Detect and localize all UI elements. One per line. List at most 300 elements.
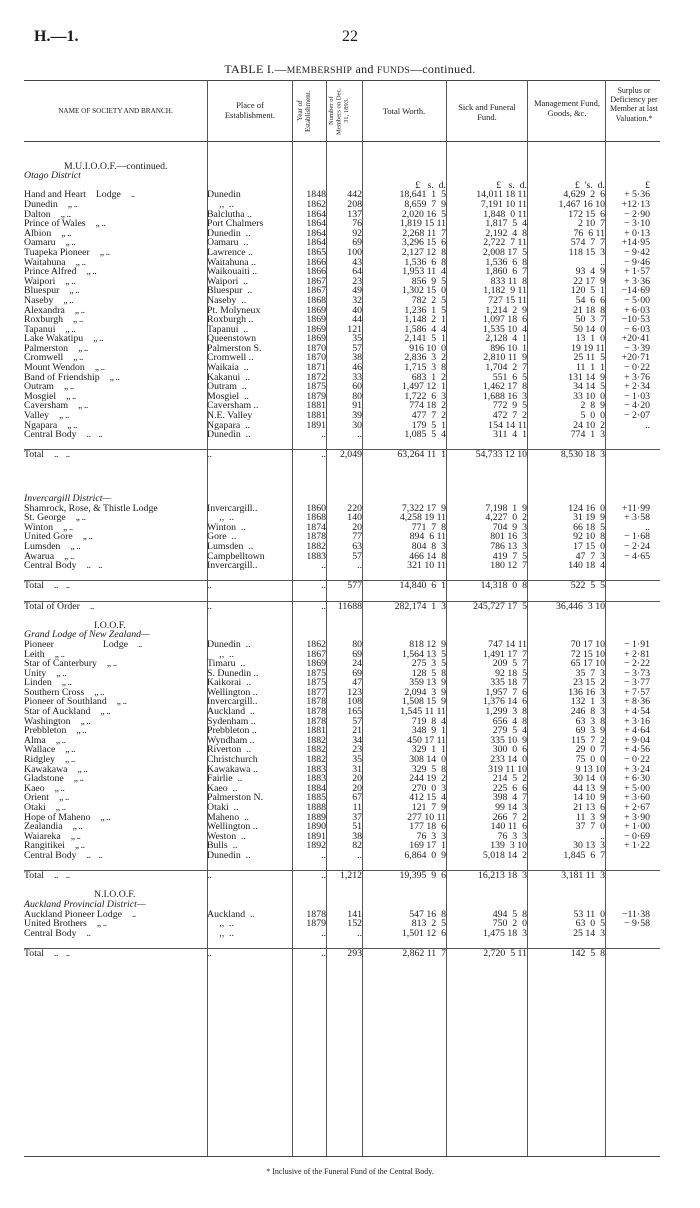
cell-worth — [362, 162, 446, 172]
cell-sick: 896 10 1 — [490, 342, 527, 354]
ditto-marks: ,, .. — [67, 419, 77, 431]
branch-name-text: Total — [24, 449, 44, 461]
branch-name-text: Gladstone — [24, 773, 64, 785]
cell-sick: 1,535 10 4 — [482, 323, 527, 335]
cell-worth: 1,536 6 8 — [404, 256, 446, 268]
table-row — [24, 248, 660, 258]
cell-year: 1869 — [306, 658, 326, 670]
cell-worth: 856 9 5 — [411, 275, 446, 287]
cell-mgmt: 70 17 10 — [570, 638, 605, 650]
cell-year: 1883 — [306, 550, 326, 562]
branch-name-text: Kaeo — [24, 782, 45, 794]
cell-year: 1882 — [306, 734, 326, 746]
cell-place: Prebbleton .. — [207, 725, 257, 737]
cell-members: 208 — [347, 198, 362, 210]
ditto-marks: ,, .. — [73, 773, 84, 785]
cell-mgmt: 50 14 0 — [573, 323, 605, 335]
ditto-marks: ,, .. — [74, 840, 85, 852]
ditto-marks: ,, .. — [59, 792, 69, 804]
cell-year: .. — [321, 927, 326, 939]
cell-sick: 214 5 2 — [492, 773, 527, 785]
cell-members: 141 — [347, 908, 362, 920]
branch-name-text: I.O.O.F. — [94, 619, 126, 631]
cell-year: 1879 — [306, 918, 326, 930]
header-bottom-rule — [24, 141, 660, 142]
cell-sick: 180 12 7 — [490, 560, 527, 572]
cell-place: Roxburgh .. — [207, 314, 254, 326]
table-title: TABLE I.—MEMBERSHIP and FUNDS—continued. — [224, 62, 476, 76]
branch-name-text: Waiareka — [24, 830, 61, 842]
cell-place: Cromwell .. — [207, 352, 254, 364]
cell-year: 1882 — [306, 754, 326, 766]
cell-sick: 1,848 0 11 — [483, 208, 527, 220]
cell-place: Dunedin .. — [207, 849, 251, 861]
ditto-marks: ,, .. — [78, 400, 88, 412]
cell-members: 121 — [347, 323, 362, 335]
branch-name-text: Central Body — [24, 429, 77, 441]
cell-surplus: + 0·13 — [624, 227, 650, 239]
branch-name-text: N.I.O.O.F. — [94, 889, 136, 901]
cell-members: 80 — [352, 390, 362, 402]
table-row — [24, 678, 660, 688]
cell-place: Tapanui .. — [207, 323, 249, 335]
cell-members: 32 — [352, 294, 362, 306]
sub-row — [24, 561, 660, 571]
table-row — [24, 822, 660, 832]
cell-mgmt: 47 7 3 — [575, 550, 605, 562]
table-row — [24, 765, 660, 775]
cell-mgmt: 120 5 1 — [570, 285, 605, 297]
cell-place: Lumsden .. — [207, 540, 254, 552]
cell-members: 67 — [352, 792, 362, 804]
table-row — [24, 325, 660, 335]
cell-surplus: + 2·34 — [624, 381, 650, 393]
branch-name — [24, 774, 207, 784]
ditto-marks: .. .. — [86, 429, 103, 441]
branch-name-text: Star of Canterbury — [24, 658, 97, 670]
cell-worth: 4,258 19 11 — [399, 512, 446, 524]
cell-sick: 801 16 3 — [490, 531, 527, 543]
cell-mgmt: 4,629 2 6 — [563, 189, 605, 201]
cell-place: .. — [207, 601, 292, 611]
cell-place: .. — [207, 871, 292, 881]
cell-place: Christchurch — [207, 754, 258, 766]
table-row — [24, 803, 660, 813]
cell-mgmt: 93 4 9 — [575, 266, 605, 278]
cell-year: 1868 — [306, 512, 326, 524]
branch-name-text: Auckland Pioneer Lodge — [24, 908, 122, 920]
cell-mgmt: 69 3 9 — [575, 725, 605, 737]
cell-members: 220 — [347, 502, 362, 514]
cell-members: 23 — [352, 744, 362, 756]
cell-members: 76 — [352, 218, 362, 230]
cell-mgmt: 1,467 16 10 — [558, 198, 605, 210]
branch-name-text: Central Body — [24, 849, 77, 861]
cell-place: Palmerston S. — [207, 342, 262, 354]
sub-row — [24, 929, 660, 939]
cell-place: ,, .. — [207, 198, 234, 210]
cell-mgmt: 17 15 0 — [573, 540, 605, 552]
cell-members: 69 — [352, 667, 362, 679]
cell-members: 30 — [352, 419, 362, 431]
cell-mgmt: 246 8 3 — [570, 706, 605, 718]
cell-surplus: − 3·10 — [624, 218, 650, 230]
cell-sick: 139 3 10 — [490, 840, 527, 852]
cell-worth: 782 2 5 — [411, 294, 446, 306]
cell-sick: 300 0 6 — [492, 744, 527, 756]
cell-sick: 833 11 8 — [490, 275, 527, 287]
cell-sick: 154 14 11 — [488, 419, 527, 431]
cell-sick: 7,191 10 11 — [480, 198, 527, 210]
ditto-marks: ,, .. — [70, 540, 81, 552]
ditto-marks: ,, .. — [55, 734, 66, 746]
cell-place: Dunedin .. — [207, 429, 251, 441]
cell-place — [207, 621, 292, 631]
spacer-row — [24, 571, 660, 581]
ditto-marks: .. — [86, 927, 91, 939]
cell-mgmt: 53 11 0 — [573, 908, 605, 920]
cell-mgmt: .. — [600, 830, 605, 842]
cell-mgmt: 21 13 6 — [573, 802, 605, 813]
cell-surplus: + 4·56 — [624, 744, 650, 756]
col-header-surplus: Surplus or Deficiency per Member at last Valuation.* — [610, 86, 658, 123]
branch-name-text: Winton — [24, 521, 53, 533]
cell-place: Auckland .. — [207, 908, 255, 920]
col-header-place: Place of Establishment. — [224, 100, 276, 120]
cell-place: .. — [207, 948, 292, 958]
table-row — [24, 736, 660, 746]
cell-year — [292, 171, 326, 181]
table-row — [24, 267, 660, 277]
cell-worth: 121 7 9 — [411, 802, 446, 813]
cell-surplus: + 2·67 — [624, 802, 650, 813]
cell-worth: 1,715 3 8 — [404, 362, 446, 374]
cell-worth: 128 5 8 — [411, 667, 446, 679]
cell-year: 1871 — [306, 362, 326, 374]
cell-sick: 1,299 3 8 — [485, 706, 527, 718]
cell-mgmt: 13 1 0 — [575, 333, 605, 345]
cell-sick: 2,128 4 1 — [485, 333, 527, 345]
cell-year: 1890 — [306, 821, 326, 833]
cell-worth: 547 16 8 — [409, 908, 446, 920]
cell-mgmt: 172 15 6 — [568, 208, 605, 220]
ditto-marks: ,, .. — [65, 323, 76, 335]
branch-name-text: Invercargill District— — [24, 493, 112, 504]
branch-name-text: Lumsden — [24, 540, 61, 552]
cell-surplus: + 6·03 — [624, 304, 650, 316]
cell-members: 43 — [352, 256, 362, 268]
cell-place: ,, .. — [207, 918, 234, 930]
cell-sick: 1,860 6 7 — [485, 266, 527, 278]
cell-mgmt: 25 11 5 — [573, 352, 605, 364]
cell-members — [326, 171, 362, 181]
cell-mgmt: 522 5 5 — [527, 581, 605, 591]
cell-mgmt: 1,845 6 7 — [563, 849, 605, 861]
cell-sick: 266 7 2 — [492, 811, 527, 823]
cell-worth: 275 3 5 — [411, 658, 446, 670]
cell-sick: 225 6 6 — [492, 782, 527, 794]
branch-name-text: Prince of Wales — [24, 218, 86, 230]
cell-mgmt: 142 5 8 — [527, 948, 605, 958]
cell-place: Campbelltown — [207, 550, 265, 562]
cell-sick: 16,213 18 3 — [446, 871, 527, 881]
cell-members: 140 — [347, 512, 362, 524]
cell-members: 33 — [352, 371, 362, 383]
cell-worth: 450 17 11 — [407, 734, 446, 746]
cell-surplus: − 6·03 — [624, 323, 650, 335]
branch-name-text: Roxburgh — [24, 314, 64, 326]
cell-members: 46 — [352, 362, 362, 374]
branch-name-text: Leith — [24, 648, 45, 660]
cell-sick: 1,376 14 6 — [482, 696, 527, 708]
ditto-marks: ,, .. — [86, 266, 97, 278]
table-row — [24, 258, 660, 268]
tot-row — [24, 871, 660, 881]
cell-year: 1867 — [306, 275, 326, 287]
ditto-marks: .. .. — [54, 580, 70, 592]
cell-members — [326, 162, 362, 172]
cell-members: 2,049 — [326, 450, 362, 460]
cell-year: .. — [292, 601, 326, 611]
cell-members: 38 — [352, 830, 362, 842]
cell-members: 442 — [347, 189, 362, 201]
cell-place: S. Dunedin .. — [207, 667, 259, 679]
cell-place: ,, .. — [207, 927, 234, 939]
cell-mgmt: £ 's. d. — [574, 179, 605, 191]
cell-mgmt: 76 6 11 — [573, 227, 605, 239]
cell-surplus: +20·41 — [621, 333, 650, 345]
table-row — [24, 793, 660, 803]
cell-sick: 319 11 10 — [488, 763, 527, 775]
cell-sick: 1,817 5 4 — [485, 218, 527, 230]
cell-year: 1875 — [306, 381, 326, 393]
cell-sick: 54,733 12 10 — [446, 450, 527, 460]
cell-surplus: + 8·36 — [624, 696, 650, 708]
cell-mgmt: 131 14 9 — [568, 371, 605, 383]
cell-worth: 169 17 1 — [409, 840, 446, 852]
cell-members: 31 — [352, 763, 362, 775]
cell-members: 69 — [352, 237, 362, 249]
cell-worth: 1,501 12 6 — [401, 927, 446, 939]
cell-surplus: − 9·58 — [624, 918, 650, 930]
cell-members: .. — [357, 849, 362, 861]
cell-members: 152 — [347, 918, 362, 930]
cell-worth: 466 14 8 — [409, 550, 446, 562]
cell-worth: 813 2 5 — [411, 918, 446, 930]
cell-sick: 2,192 4 8 — [485, 227, 527, 239]
cell-mgmt — [527, 162, 605, 172]
cell-members: 11 — [352, 802, 362, 813]
ditto-marks: ,, .. — [74, 304, 85, 316]
cell-surplus: + 5·36 — [624, 189, 650, 201]
cell-year: 1869 — [306, 323, 326, 335]
ditto-marks: ,, .. — [55, 802, 66, 813]
ditto-marks: ,, .. — [77, 763, 88, 775]
branch-name-text: St. George — [24, 512, 66, 524]
cell-sick: 209 5 7 — [492, 658, 527, 670]
cell-members: 57 — [352, 550, 362, 562]
table-row — [24, 286, 660, 296]
cell-worth — [362, 621, 446, 631]
table-row — [24, 353, 660, 363]
cell-place: Naseby .. — [207, 294, 247, 306]
cell-members: 60 — [352, 381, 362, 393]
cell-sick: 99 14 3 — [495, 802, 527, 813]
cell-worth: 1,148 2 1 — [404, 314, 446, 326]
cell-mgmt: 63 0 5 — [575, 918, 605, 930]
cell-members: 34 — [352, 734, 362, 746]
cell-year: .. — [292, 948, 326, 958]
branch-name-text: Ridgley — [24, 754, 56, 766]
cell-year: 1877 — [306, 686, 326, 698]
cell-surplus — [605, 561, 660, 571]
branch-name-text: Awarua — [24, 550, 55, 562]
cell-place: Waikouaiti .. — [207, 266, 258, 278]
cell-members: 108 — [347, 696, 362, 708]
cell-sick: 14,011 18 11 — [476, 189, 527, 201]
ditto-marks: ,, .. — [80, 715, 91, 727]
cell-surplus: + 9·04 — [624, 734, 650, 746]
cell-surplus: +12·13 — [621, 198, 650, 210]
cell-sick — [446, 621, 527, 631]
cell-sick: 5,018 14 2 — [482, 849, 527, 861]
cell-place: Fairlie .. — [207, 773, 243, 785]
cell-surplus: + 3·16 — [624, 715, 650, 727]
cell-surplus: − 1·91 — [624, 638, 650, 650]
cell-sick: 76 3 3 — [497, 830, 527, 842]
table-row — [24, 717, 660, 727]
cell-mgmt: 66 18 5 — [573, 521, 605, 533]
cell-worth: 14,840 6 1 — [362, 581, 446, 591]
cell-surplus — [605, 851, 660, 861]
cell-surplus: − 9·46 — [624, 256, 650, 268]
branch-name-text: M.U.I.O.O.F.—continued. — [64, 160, 168, 172]
cell-sick: 7,198 1 9 — [485, 502, 527, 514]
branch-name-text: Washington — [24, 715, 71, 727]
ditto-marks: .. .. — [54, 449, 70, 461]
cell-members: 293 — [326, 948, 362, 958]
cell-surplus: +11·99 — [621, 502, 650, 514]
cell-mgmt: 36,446 3 10 — [527, 601, 605, 611]
branch-name-text: Naseby — [24, 294, 54, 306]
cell-mgmt: 136 16 3 — [568, 686, 605, 698]
table-row — [24, 200, 660, 210]
cell-surplus: + 3·24 — [624, 763, 650, 775]
cell-worth: 2,268 11 7 — [402, 227, 446, 239]
cell-sick: 2,810 11 9 — [483, 352, 527, 364]
cell-worth: 1,236 1 5 — [404, 304, 446, 316]
cell-worth: 1,508 15 9 — [401, 696, 446, 708]
branch-name — [24, 219, 207, 229]
branch-name-text: Valley — [24, 410, 50, 422]
cell-members — [326, 890, 362, 900]
cell-place: Wellington .. — [207, 821, 258, 833]
cell-year: 1883 — [306, 763, 326, 775]
table-row — [24, 373, 660, 383]
branch-name-text: Alma — [24, 734, 46, 746]
cell-worth: 916 10 0 — [409, 342, 446, 354]
cell-members: 24 — [352, 658, 362, 670]
cell-members: 100 — [347, 246, 362, 258]
spacer-row — [24, 591, 660, 601]
table-row — [24, 421, 660, 431]
ditto-marks: ,, .. — [94, 362, 105, 374]
ditto-marks: ,, .. — [65, 744, 76, 756]
branch-name — [24, 171, 207, 181]
cell-members: .. — [357, 560, 362, 572]
cell-worth: 1,545 11 11 — [400, 706, 446, 718]
cell-surplus: − 2·24 — [624, 540, 650, 552]
cell-worth: 774 18 2 — [409, 400, 446, 412]
cell-worth: 270 0 3 — [411, 782, 446, 794]
table-row — [24, 411, 660, 421]
cell-members: 38 — [352, 352, 362, 364]
branch-name-text: Band of Friendship — [24, 371, 100, 383]
footnote: * Inclusive of the Funeral Fund of the Central Body. — [266, 1167, 434, 1176]
cell-worth: 894 6 11 — [409, 531, 446, 543]
cell-year: 1884 — [306, 782, 326, 794]
cell-place: Oamaru .. — [207, 237, 249, 249]
cell-place: Bluespur .. — [207, 285, 253, 297]
ditto-marks: ,, .. — [78, 342, 88, 354]
cell-worth: 19,395 9 6 — [362, 871, 446, 881]
ditto-marks: ,, .. — [73, 352, 83, 364]
branch-name-text: Hope of Maheno — [24, 811, 91, 823]
cell-members: 137 — [347, 208, 362, 220]
table-row — [24, 210, 660, 220]
cell-surplus: − 3·73 — [624, 667, 650, 679]
cell-worth: 1,819 15 11 — [399, 218, 446, 230]
cell-worth: 359 13 9 — [409, 677, 446, 689]
cell-members: 35 — [352, 754, 362, 766]
cell-sick: 1,704 2 7 — [485, 362, 527, 374]
ditto-marks: .. — [89, 600, 94, 612]
branch-name-text: Waipori — [24, 275, 56, 287]
cell-surplus: £ — [645, 179, 650, 191]
table-row — [24, 363, 660, 373]
cell-mgmt: 44 13 9 — [573, 782, 605, 794]
ditto-marks: ,, .. — [94, 686, 104, 698]
cell-surplus: − 2·90 — [624, 208, 650, 220]
cell-year: 1892 — [306, 840, 326, 852]
ditto-marks: ,, .. — [66, 390, 76, 402]
ditto-marks: ,, .. — [63, 521, 73, 533]
cell-worth: 2,094 3 9 — [404, 686, 446, 698]
branch-name-text: Orient — [24, 792, 50, 804]
cell-place: Wellington .. — [207, 686, 258, 698]
cell-mgmt: 29 0 7 — [575, 744, 605, 756]
branch-name — [24, 784, 207, 794]
branch-name-text: Central Body — [24, 927, 77, 939]
branch-name — [24, 581, 207, 591]
branch-name-text: Prebbleton — [24, 725, 67, 737]
cell-sick: 2,722 7 11 — [483, 237, 527, 249]
ditto-marks: ,, .. — [54, 648, 65, 660]
cell-members: 39 — [352, 410, 362, 422]
cell-worth: 348 9 1 — [411, 725, 446, 737]
cell-surplus — [605, 162, 660, 172]
cell-place: Timaru .. — [207, 658, 246, 670]
branch-name-text: Albion — [24, 227, 52, 239]
branch-name-text: Shamrock, Rose, & Thistle Lodge — [24, 502, 158, 514]
cell-place: Lawrence .. — [207, 246, 253, 258]
cell-surplus: − 3·77 — [624, 677, 650, 689]
branch-name — [24, 601, 207, 611]
ditto-marks: ,, .. — [99, 246, 110, 258]
cell-surplus: −14·69 — [621, 285, 650, 297]
cell-sick: 1,536 6 8 — [485, 256, 527, 268]
table-row — [24, 532, 660, 542]
